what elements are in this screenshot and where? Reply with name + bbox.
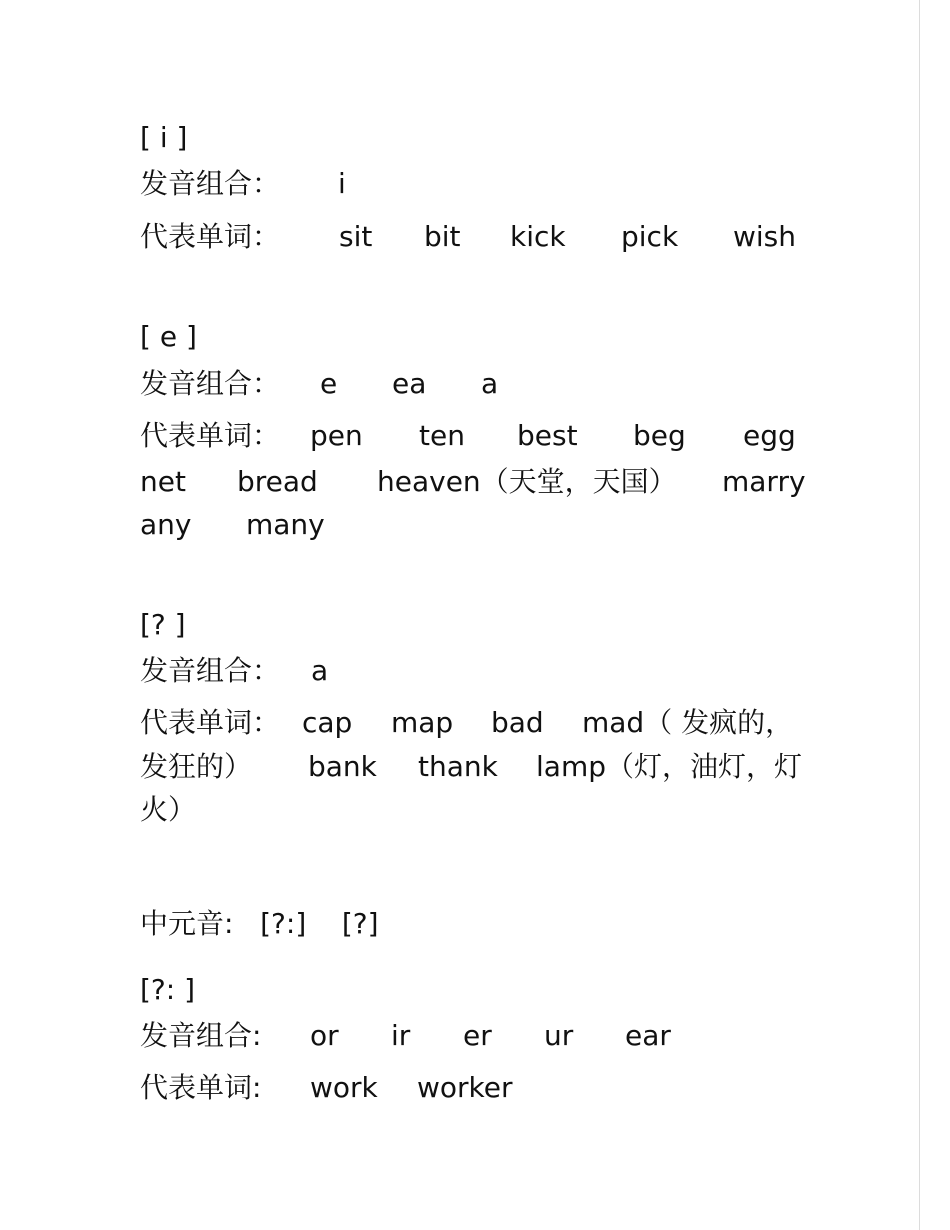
word-wish: wish (733, 220, 797, 253)
combo-er-2: ir (391, 1019, 411, 1052)
word-work: work (310, 1071, 378, 1104)
combo-er-5: ear (625, 1019, 671, 1052)
word-bad: bad (491, 706, 544, 739)
heading-er-long: [?: ] (140, 973, 196, 1006)
word-lamp: lamp（灯，油灯，灯 (536, 750, 802, 783)
word-kick: kick (510, 220, 566, 253)
combo-er-4: ur (544, 1019, 574, 1052)
words-label-i: 代表单词： (140, 220, 281, 253)
word-cap: cap (302, 706, 353, 739)
combo-label-ae: 发音组合： (140, 654, 281, 687)
combo-ae-1: a (311, 654, 329, 687)
word-mad-cont: 发狂的） (140, 750, 253, 783)
heading-ae: [? ] (140, 608, 186, 641)
word-sit: sit (339, 220, 373, 253)
combo-label-er: 发音组合: (140, 1019, 262, 1052)
word-ten: ten (419, 419, 465, 452)
word-heaven: heaven（天堂，天国） (377, 465, 677, 498)
word-bread: bread (237, 465, 318, 498)
combo-e-3: a (481, 367, 499, 400)
word-best: best (517, 419, 578, 452)
combo-label-e: 发音组合： (140, 367, 281, 400)
words-label-ae: 代表单词： (140, 706, 281, 739)
combo-e-2: ea (392, 367, 427, 400)
word-pick: pick (621, 220, 679, 253)
word-map: map (391, 706, 454, 739)
word-bank: bank (308, 750, 377, 783)
word-bit: bit (424, 220, 461, 253)
combo-er-1: or (310, 1019, 339, 1052)
combo-i-1: i (338, 167, 346, 200)
word-pen: pen (310, 419, 363, 452)
page-edge-rule (919, 0, 920, 1230)
word-egg: egg (743, 419, 796, 452)
heading-i: [ i ] (140, 121, 188, 154)
word-beg: beg (633, 419, 686, 452)
heading-e: [ e ] (140, 320, 197, 353)
word-many: many (246, 508, 325, 541)
word-worker: worker (417, 1071, 513, 1104)
section-central-vowels: 中元音: [?:] [?] (140, 907, 379, 940)
word-net: net (140, 465, 186, 498)
combo-er-3: er (463, 1019, 492, 1052)
combo-label-i: 发音组合： (140, 167, 281, 200)
word-lamp-cont: 火） (140, 793, 197, 826)
word-marry: marry (722, 465, 806, 498)
words-label-er: 代表单词: (140, 1071, 262, 1104)
word-mad: mad（ 发疯的， (582, 706, 794, 739)
combo-e-1: e (320, 367, 338, 400)
word-thank: thank (418, 750, 498, 783)
word-any: any (140, 508, 192, 541)
words-label-e: 代表单词： (140, 419, 281, 452)
